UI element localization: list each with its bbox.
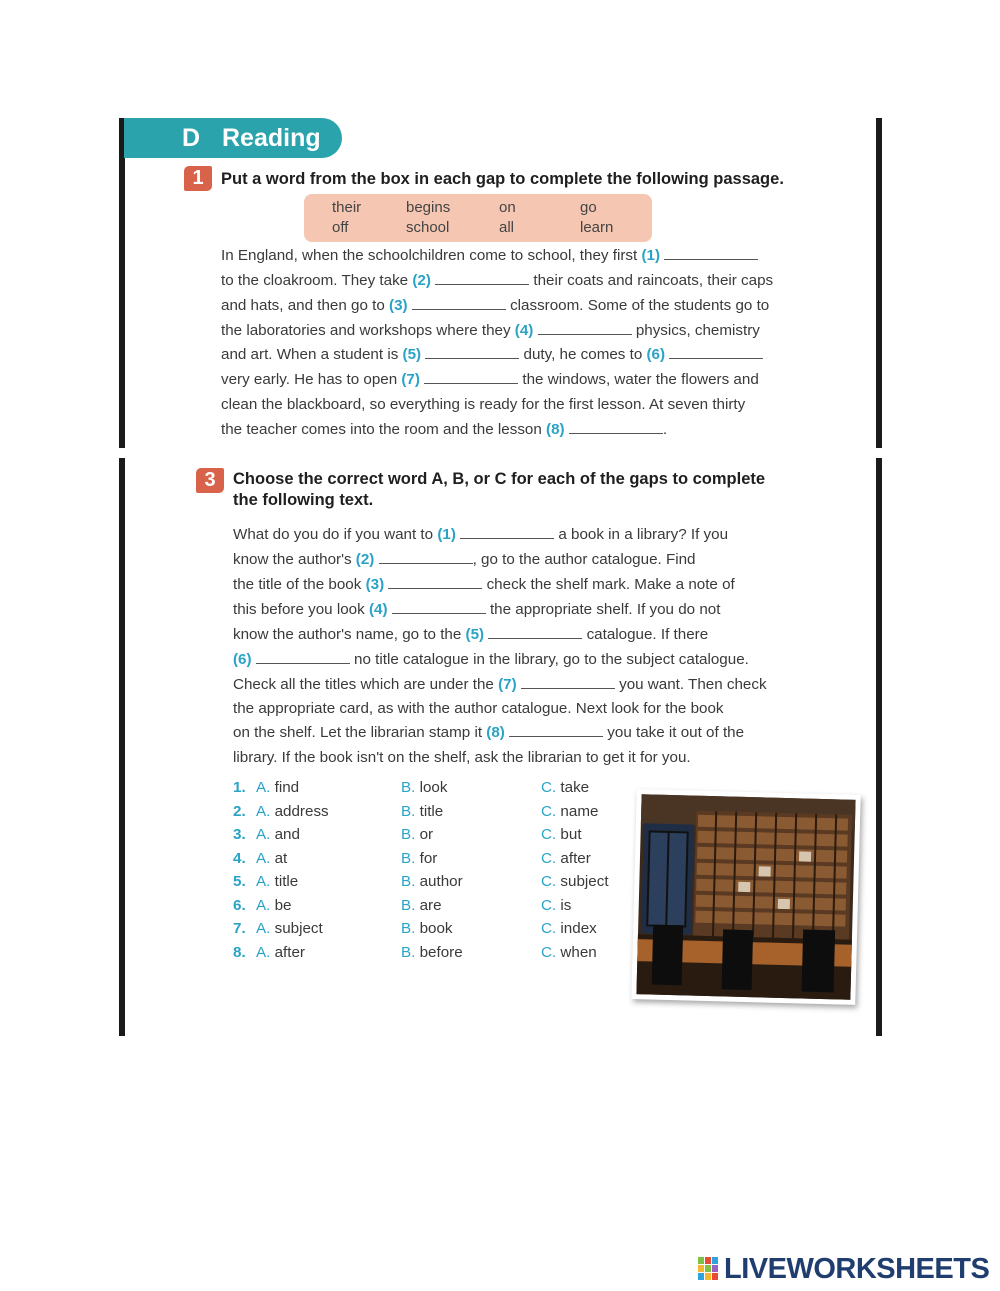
option-letter: A.	[256, 920, 271, 937]
option-letter: C.	[541, 826, 557, 843]
gap-number: (7)	[498, 676, 517, 693]
gap-number: (1)	[437, 526, 456, 543]
gap-blank[interactable]	[569, 421, 663, 434]
text: the appropriate card, as with the author catalogue. Next look for the book	[233, 700, 724, 717]
text: Check all the titles which are under the	[233, 676, 499, 693]
passage-line	[233, 700, 724, 717]
text: .	[662, 421, 668, 438]
option-letter: A.	[256, 802, 271, 820]
option-word: at	[274, 849, 288, 867]
option-choice-c[interactable]	[541, 826, 582, 843]
option-choice-c[interactable]	[541, 920, 597, 937]
exercise-3-instruction	[233, 469, 765, 511]
option-word: subject	[560, 873, 609, 890]
text: a book in a library? If you	[554, 526, 729, 543]
option-word: for	[419, 849, 438, 867]
option-letter: B.	[401, 943, 416, 961]
option-number	[233, 897, 246, 914]
gap-blank[interactable]	[488, 626, 582, 639]
option-letter: B.	[401, 802, 416, 820]
option-word: index	[560, 920, 597, 937]
instruction-line: Choose the correct word A, B, or C for each of the gaps to complete	[233, 470, 766, 488]
option-word: subject	[274, 920, 323, 937]
box-word: their	[332, 199, 362, 216]
option-number	[233, 944, 246, 961]
option-number	[233, 873, 246, 890]
passage-line	[221, 371, 759, 388]
gap-blank[interactable]	[379, 551, 473, 564]
box-word: on	[499, 199, 516, 216]
gap-number: (3)	[389, 297, 408, 314]
gap-blank[interactable]	[669, 346, 763, 359]
option-letter: C.	[541, 802, 557, 820]
option-choice-a[interactable]	[256, 873, 298, 890]
option-choice-a[interactable]	[256, 920, 323, 937]
option-choice-c[interactable]	[541, 873, 609, 890]
passage-line	[221, 396, 745, 413]
gap-number: (6)	[233, 651, 252, 668]
option-number	[233, 826, 246, 843]
option-letter: A.	[256, 943, 271, 961]
liveworksheets-logo-icon	[698, 1257, 720, 1283]
box-word: off	[332, 219, 349, 236]
passage-line	[233, 601, 720, 618]
gap-blank[interactable]	[412, 297, 506, 310]
brand-name: LIVEWORKSHEETS	[724, 1253, 990, 1285]
gap-number: (1)	[641, 247, 660, 264]
option-word: take	[560, 779, 590, 796]
text: and hats, and then go to	[221, 297, 390, 314]
option-choice-c[interactable]	[541, 944, 597, 961]
question-number: 3.	[233, 826, 246, 843]
option-number	[233, 920, 246, 937]
text: to the cloakroom. They take	[221, 272, 413, 289]
question-number: 1.	[233, 779, 246, 796]
option-choice-c[interactable]	[541, 779, 589, 796]
option-word: title	[274, 873, 299, 890]
passage-line	[233, 724, 744, 741]
gap-number: (5)	[402, 346, 422, 363]
option-choice-b[interactable]	[401, 873, 463, 890]
text: know the author's name, go to the	[233, 626, 466, 643]
passage-line	[233, 651, 749, 668]
option-choice-a[interactable]	[256, 826, 300, 843]
option-letter: A.	[256, 779, 271, 796]
option-letter: C.	[541, 896, 557, 914]
box-word: learn	[580, 219, 614, 236]
passage-line	[233, 626, 708, 643]
text: the title of the book	[233, 576, 366, 593]
option-word: are	[419, 896, 442, 914]
gap-number: (4)	[368, 601, 388, 618]
option-choice-c[interactable]	[541, 897, 571, 914]
left-border-top	[119, 118, 125, 448]
text: check the shelf mark. Make a note of	[482, 576, 735, 593]
option-letter: B.	[401, 896, 416, 914]
option-number	[233, 779, 246, 796]
option-choice-b[interactable]	[401, 850, 437, 867]
text: and art. When a student is	[221, 346, 403, 363]
option-choice-c[interactable]	[541, 803, 598, 820]
text: no title catalogue in the library, go to the subject catalogue.	[349, 651, 749, 668]
passage-line	[233, 526, 728, 543]
option-letter: A.	[256, 896, 271, 914]
word-box	[304, 194, 652, 242]
option-word: after	[274, 943, 305, 961]
section-letter: D	[182, 124, 201, 152]
passage-line	[221, 247, 758, 264]
option-letter: A.	[256, 849, 271, 867]
option-letter: B.	[401, 849, 416, 867]
gap-number: (8)	[486, 724, 505, 741]
section-header	[124, 118, 342, 158]
gap-number: (2)	[412, 272, 431, 289]
box-word: all	[499, 219, 515, 236]
right-border-top	[876, 118, 882, 448]
option-word: address	[274, 802, 329, 820]
option-word: is	[560, 896, 572, 914]
passage-line	[221, 297, 769, 314]
gap-blank[interactable]	[521, 676, 615, 689]
option-choice-b[interactable]	[401, 803, 443, 820]
gap-blank[interactable]	[538, 322, 632, 335]
option-letter: C.	[541, 943, 557, 961]
passage-line	[221, 272, 773, 289]
option-letter: B.	[401, 920, 416, 937]
option-number	[233, 803, 246, 820]
passage-line	[221, 322, 760, 339]
box-word: begins	[406, 199, 451, 216]
option-choice-b[interactable]	[401, 779, 447, 796]
option-choice-b[interactable]	[401, 826, 433, 843]
option-choice-b[interactable]	[401, 920, 453, 937]
option-letter: C.	[541, 873, 557, 890]
option-choice-a[interactable]	[256, 779, 299, 796]
question-number: 2.	[233, 802, 246, 820]
text: the laboratories and workshops where they	[221, 322, 515, 339]
gap-number: (2)	[355, 551, 375, 568]
box-word: school	[406, 219, 450, 236]
gap-blank[interactable]	[388, 576, 482, 589]
option-choice-a[interactable]	[256, 944, 305, 961]
option-letter: A.	[256, 826, 271, 843]
passage-line	[221, 346, 763, 363]
text: the windows, water the flowers and	[518, 371, 759, 388]
option-choice-b[interactable]	[401, 944, 463, 961]
question-number: 7.	[233, 920, 246, 937]
text: duty, he comes to	[519, 346, 647, 363]
text: clean the blackboard, so everything is ready for the first lesson. At seven thirty	[221, 396, 746, 413]
option-word: but	[560, 826, 582, 843]
text: What do you do if you want to	[233, 526, 438, 543]
option-letter: C.	[541, 779, 557, 796]
option-choice-b[interactable]	[401, 897, 442, 914]
question-number: 8.	[233, 943, 246, 961]
section-title: Reading	[222, 124, 321, 152]
gap-blank[interactable]	[460, 526, 554, 539]
question-number: 5.	[233, 873, 246, 890]
gap-blank[interactable]	[425, 346, 519, 359]
text: very early. He has to open	[221, 371, 402, 388]
option-choice-a[interactable]	[256, 850, 287, 867]
gap-number: (4)	[514, 322, 534, 339]
question-number: 4.	[233, 849, 246, 867]
passage-line	[221, 421, 667, 438]
option-word: find	[274, 779, 300, 796]
option-letter: B.	[401, 779, 416, 796]
library-photo	[631, 789, 860, 1005]
option-number	[233, 850, 246, 867]
text: know the author's	[233, 551, 356, 568]
gap-number: (6)	[646, 346, 666, 363]
gap-blank[interactable]	[424, 371, 518, 384]
passage-line	[233, 551, 696, 568]
passage-line	[233, 676, 767, 693]
option-word: or	[419, 826, 434, 843]
gap-number: (7)	[401, 371, 420, 388]
question-number: 6.	[233, 896, 246, 914]
option-letter: B.	[401, 873, 416, 890]
option-choice-a[interactable]	[256, 803, 329, 820]
right-border-bottom	[876, 458, 882, 1036]
option-choice-c[interactable]	[541, 850, 591, 867]
option-word: and	[274, 826, 300, 843]
exercise-1-number: 1	[184, 166, 212, 191]
text: this before you look	[233, 601, 369, 618]
gap-number: (5)	[465, 626, 485, 643]
gap-blank[interactable]	[509, 724, 603, 737]
text: In England, when the schoolchildren come to school, they first	[221, 247, 642, 264]
option-word: be	[274, 896, 292, 914]
text: the appropriate shelf. If you do not	[485, 601, 721, 618]
exercise-1-instruction: Put a word from the box in each gap to complete the following passage.	[221, 170, 784, 188]
text: the teacher comes into the room and the lesson	[221, 421, 547, 438]
option-word: before	[419, 943, 463, 961]
option-word: when	[560, 943, 597, 961]
instruction-line: the following text.	[233, 491, 374, 509]
box-word: go	[580, 199, 597, 216]
text: you take it out of the	[603, 724, 745, 741]
option-word: author	[419, 873, 463, 890]
text: , go to the author catalogue. Find	[472, 551, 696, 568]
option-letter: C.	[541, 920, 557, 937]
text: classroom. Some of the students go to	[505, 297, 770, 314]
passage-line	[233, 749, 691, 766]
gap-blank[interactable]	[664, 247, 758, 260]
option-word: after	[560, 849, 591, 867]
text: you want. Then check	[614, 676, 767, 693]
option-word: look	[419, 779, 448, 796]
option-letter: A.	[256, 873, 271, 890]
gap-blank[interactable]	[435, 272, 529, 285]
passage-line	[233, 576, 735, 593]
gap-blank[interactable]	[256, 651, 350, 664]
left-border-bottom	[119, 458, 125, 1036]
option-choice-a[interactable]	[256, 897, 292, 914]
gap-blank[interactable]	[392, 601, 486, 614]
text: their coats and raincoats, their caps	[529, 272, 774, 289]
option-word: name	[560, 802, 599, 820]
text: physics, chemistry	[631, 322, 760, 339]
library-image	[631, 789, 860, 1005]
text: catalogue. If there	[582, 626, 709, 643]
option-word: book	[419, 920, 453, 937]
option-word: title	[419, 802, 444, 820]
gap-number: (8)	[546, 421, 565, 438]
text: on the shelf. Let the librarian stamp it	[233, 724, 487, 741]
option-letter: B.	[401, 826, 416, 843]
gap-number: (3)	[365, 576, 385, 593]
exercise-3-number: 3	[196, 468, 224, 493]
option-letter: C.	[541, 849, 557, 867]
text: library. If the book isn't on the shelf, ask the librarian to get it for you.	[233, 749, 691, 766]
